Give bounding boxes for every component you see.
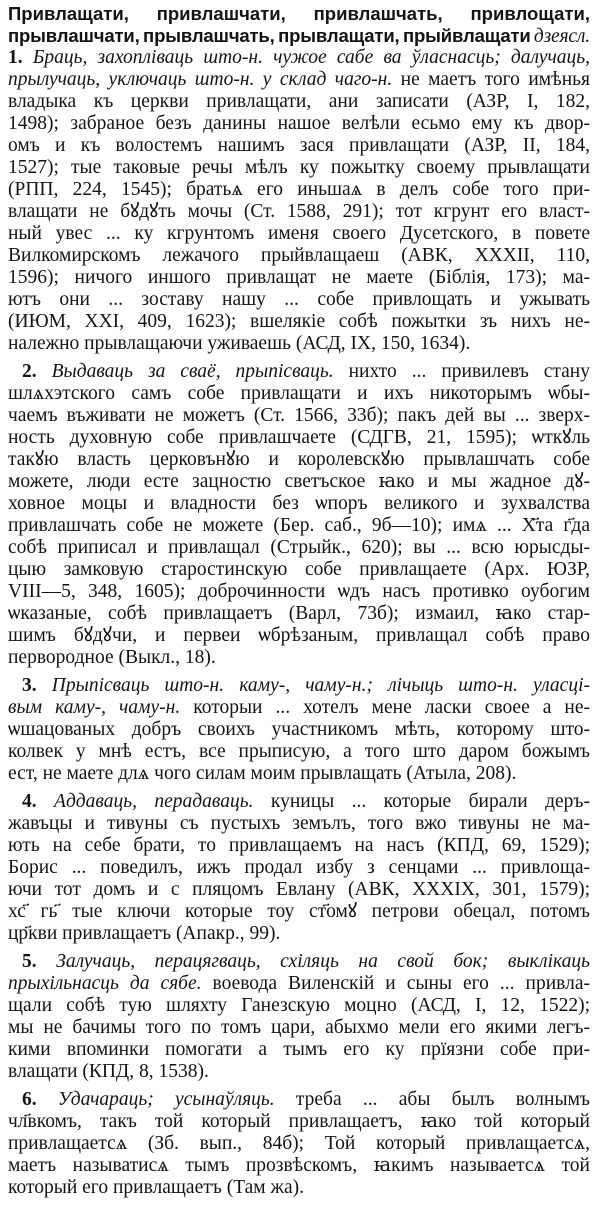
- entry-line-text: [8, 901, 590, 922]
- entry-line: [8, 901, 590, 923]
- entry-line: [8, 1061, 590, 1083]
- sense-paragraph: [8, 951, 590, 1083]
- entry-line: [8, 493, 590, 515]
- entry-line: [8, 995, 590, 1017]
- citation-text: Борис ... поведилъ, ижъ продал избу з сенцами ... привлоща-: [8, 857, 590, 878]
- entry-line: [8, 763, 590, 785]
- entry-line: [8, 47, 590, 69]
- entry-line: [8, 179, 590, 201]
- citation-text: омъ и къ волостемъ нашимъ зася привлащати (АЗР, II, 184,: [8, 135, 590, 156]
- entry-line-text: [8, 625, 590, 646]
- sense-paragraph: [8, 791, 590, 945]
- entry-line-text: [8, 1111, 590, 1132]
- entry-line: [8, 741, 590, 763]
- dictionary-entry: [8, 3, 590, 1199]
- entry-line-text: [8, 289, 590, 310]
- entry-line: [8, 675, 590, 697]
- entry-line: [8, 697, 590, 719]
- entry-line: [8, 1089, 590, 1111]
- citation-text: куницы ... которые бирали деръ-: [253, 791, 590, 812]
- entry-line: [8, 1177, 590, 1199]
- definition-text: Прыпісваць што-н. каму-, чаму-н.; лічыць што-н. уласці-: [36, 675, 590, 696]
- citation-text: маетъ называтисѧ тымъ прозвѣскомъ, ꙗкимъ называетсѧ той: [8, 1155, 590, 1176]
- citation-text: 1498); забраное безъ данины нашое велѣли есьмо ему къ двор-: [8, 113, 590, 134]
- definition-text: Удачараць; усынаўляць.: [36, 1089, 275, 1110]
- entry-line: [8, 515, 590, 537]
- entry-line: [8, 1039, 590, 1061]
- sense-number: 5.: [22, 951, 37, 972]
- definition-text: Браць, захопліваць што-н. чужое сабе ва ўласнасць; далучаць,: [22, 47, 590, 68]
- entry-line-text: [8, 91, 590, 112]
- entry-line-text: [22, 1089, 590, 1110]
- entry-line-text: [8, 493, 590, 514]
- entry-line: [8, 603, 590, 625]
- entry-line-text: [8, 719, 590, 740]
- entry-line-text: [22, 791, 590, 812]
- entry-line: [8, 1155, 590, 1177]
- entry-line: [8, 333, 590, 355]
- definition-text: вым каму-, чаму-н.: [8, 697, 181, 718]
- entry-line-text: [8, 1155, 590, 1176]
- sense-paragraph: [8, 361, 590, 669]
- sense-number: 3.: [22, 675, 37, 696]
- entry-line-text: [8, 427, 590, 448]
- citation-text: чл҃вкомъ, такъ той который привлащаетъ, ꙗко той который: [8, 1111, 590, 1132]
- definition-text: прылучаць, уключаць што-н. у склад чаго-н.: [8, 69, 393, 90]
- entry-head-paragraph: [8, 3, 590, 355]
- entry-line: [8, 25, 590, 47]
- entry-line-text: [8, 69, 590, 90]
- entry-line: [8, 835, 590, 857]
- citation-text: шлѧхэтского самъ собе привлащати и ихъ никоторымъ ѡбы-: [8, 383, 590, 404]
- citation-text: ховное моцы и владности без ѡпоръ великого и зухвалства: [8, 493, 590, 514]
- entry-line-text: [22, 675, 590, 696]
- citation-text: владыка къ церкви привлащати, ани записати (АЗР, I, 182,: [8, 91, 590, 112]
- entry-line: [8, 223, 590, 245]
- entry-line: [8, 267, 590, 289]
- entry-line-text: [8, 1039, 590, 1060]
- entry-line-text: [8, 559, 590, 580]
- entry-line-text: [8, 383, 590, 404]
- citation-text: кими впоминки помогати а тымъ его ку прїязни собе при-: [8, 1039, 590, 1060]
- entry-line-text: [8, 201, 590, 222]
- sense-number: 2.: [22, 361, 37, 382]
- entry-line-text: [8, 973, 590, 994]
- citation-text: 1527); тые таковые речы мѣлъ ку пожытку своему прывлащати: [8, 157, 590, 178]
- citation-text: (РПП, 224, 1545); братьѧ его иньшаѧ в делъ собе того при-: [8, 179, 590, 200]
- definition-text: прыхільнасць да сябе.: [8, 973, 202, 994]
- entry-line-text: [8, 47, 590, 68]
- entry-line-text: [8, 267, 590, 288]
- entry-line-text: [8, 923, 280, 944]
- citation-text: Вилкомирскомъ лежачого прыйвлащаеш (АВК, XXXII, 110,: [8, 245, 590, 266]
- entry-line: [8, 3, 590, 25]
- entry-line: [8, 559, 590, 581]
- entry-line-text: [8, 857, 590, 878]
- entry-line-text: [8, 113, 590, 134]
- entry-line: [8, 405, 590, 427]
- citation-text: такꙋю власть церковънꙋю и королевскꙋю прывлашчать собе: [8, 449, 590, 470]
- sense-paragraph: [8, 675, 590, 785]
- entry-line: [8, 245, 590, 267]
- entry-line: [8, 951, 590, 973]
- entry-line-text: [8, 763, 516, 784]
- sense-number: 4.: [22, 791, 37, 812]
- citation-text: треба ... абы былъ волнымъ: [274, 1089, 590, 1110]
- entry-line-text: [22, 361, 590, 382]
- citation-text: (ИЮМ, XXI, 409, 1623); вшелякіе собѣ пожытки зъ нихъ не-: [8, 311, 590, 332]
- citation-text: можете, люди есте зацностю светъское ꙗко и мы жадное дꙋ-: [8, 471, 590, 492]
- entry-line-text: [8, 1017, 590, 1038]
- entry-line: [8, 1111, 590, 1133]
- citation-text: привлащаетсѧ (Зб. вып., 84б); Той который привлащаетсѧ,: [8, 1133, 590, 1154]
- sense-number: 1.: [8, 47, 23, 68]
- citation-text: щали собѣ тую шляхту Ганезскую моцно (АСД, I, 12, 1522);: [8, 995, 590, 1016]
- entry-line-text: [8, 537, 590, 558]
- citation-text: ѡказаные, собѣ привлащаетъ (Варл, 73б); измаил, ꙗко стар-: [8, 603, 590, 624]
- entry-line: [8, 69, 590, 91]
- entry-line-text: [8, 515, 590, 536]
- citation-text: первородное (Выкл., 18).: [8, 647, 216, 668]
- definition-text: Выдаваць за сваё, прыпісваць.: [36, 361, 334, 382]
- entry-line-text: [8, 813, 590, 834]
- entry-line-text: [8, 603, 590, 624]
- entry-line-text: [8, 405, 590, 426]
- citation-text: нихто ... привилевъ стану: [333, 361, 590, 382]
- entry-line: [8, 383, 590, 405]
- entry-line: [8, 857, 590, 879]
- citation-text: жавъцы и тивуны съ пустыхъ земълъ, того вжо тивуны не ма-: [8, 813, 590, 834]
- citation-text: собѣ приписал и привлащал (Стрыйк., 620); вы ... всю юрысды-: [8, 537, 590, 558]
- citation-text: ють на себе брати, то привлащаемъ на насъ (КПД, 69, 1529);: [8, 835, 590, 856]
- entry-line-text: [8, 311, 590, 332]
- entry-line: [8, 1017, 590, 1039]
- entry-line: [8, 537, 590, 559]
- entry-line-text: [8, 223, 590, 244]
- entry-line-text: [22, 951, 590, 972]
- citation-text: которыи ... хотелъ мене ласки своее а не-: [180, 697, 590, 718]
- entry-line-text: [8, 4, 590, 25]
- citation-text: ютъ они ... зоставу нашу ... собе привлощать и ужывать: [8, 289, 590, 310]
- citation-text: привлашчать собе не можете (Бер. саб., 9б—10); имѧ ... Х҃та г҃да: [8, 515, 590, 536]
- entry-line: [8, 581, 590, 603]
- entry-line: [8, 361, 590, 383]
- citation-text: чаемъ въживати не можетъ (Ст. 1566, 33б); пакъ дей вы ... зверх-: [8, 405, 590, 426]
- entry-line: [8, 157, 590, 179]
- entry-line: [8, 973, 590, 995]
- entry-line: [8, 201, 590, 223]
- entry-line: [8, 625, 590, 647]
- entry-line-text: [8, 1133, 590, 1154]
- entry-line: [8, 113, 590, 135]
- entry-line-text: [8, 995, 590, 1016]
- citation-text: шимъ бꙋдꙋчи, и первеи ѡбрѣзаным, привлащал собѣ право: [8, 625, 590, 646]
- entry-line: [8, 471, 590, 493]
- citation-text: належно прывлащаючи уживаешь (АСД, IX, 150, 1634).: [8, 333, 471, 354]
- citation-text: влащати (КПД, 8, 1538).: [8, 1061, 209, 1082]
- citation-text: колвек у мнѣ естъ, все прыписую, а того што даром божымъ: [8, 741, 590, 762]
- sense-paragraph: [8, 1089, 590, 1199]
- entry-line-text: [8, 697, 590, 718]
- citation-text: воевода Виленскій и сыны его ... привла-: [201, 973, 590, 994]
- citation-text: ючи тот домъ и с пляцомъ Евлану (АВК, XXXIX, 301, 1579);: [8, 879, 590, 900]
- definition-text: Аддаваць, перадаваць.: [36, 791, 254, 812]
- citation-text: цр҃кви привлащаетъ (Апакр., 99).: [8, 923, 281, 944]
- citation-text: хс҃ гь҃ тые ключи которые тоу ст҃омꙋ петрови обецал, потомъ: [8, 901, 590, 922]
- entry-line: [8, 91, 590, 113]
- citation-text: мы не бачимы того по томъ цари, абыхмо мели его якими легъ-: [8, 1017, 590, 1038]
- headword-text: прывлашчати, прывлашчать, прывлащати, прыйвлащати: [8, 25, 531, 46]
- entry-line-text: [8, 647, 216, 668]
- headword-text: Привлащати, привлашчати, привлашчать, привлощати,: [8, 3, 590, 24]
- entry-line-text: [8, 449, 590, 470]
- entry-line: [8, 1133, 590, 1155]
- entry-line-text: [8, 835, 590, 856]
- entry-line-text: [8, 26, 590, 47]
- entry-line: [8, 647, 590, 669]
- citation-text: ест, не маете длѧ чого силам моим прывлащать (Атыла, 208).: [8, 763, 517, 784]
- entry-line-text: [8, 333, 470, 354]
- entry-line: [8, 449, 590, 471]
- definition-text: Залучаць, перацягваць, схіляць на свой бок; выклікаць: [36, 951, 590, 972]
- citation-text: ность духовную собе привлашчаете (СДГВ, 21, 1595); ѡткꙋль: [8, 427, 590, 448]
- entry-line-text: [8, 157, 590, 178]
- entry-line-text: [8, 1177, 304, 1198]
- citation-text: VIII—5, 348, 1605); доброчинности ѡдъ насъ противко оубогим: [8, 581, 590, 602]
- entry-line-text: [8, 741, 590, 762]
- entry-line-text: [8, 135, 590, 156]
- citation-text: ѡшацованых добръ своихъ участникомъ мѣть, которому што-: [8, 719, 590, 740]
- citation-text: влащати не бꙋдꙋть мочы (Ст. 1588, 291); тот кгрунт его власт-: [8, 201, 590, 222]
- sense-number: 6.: [22, 1089, 37, 1110]
- entry-line-text: [8, 1061, 209, 1082]
- entry-line-text: [8, 179, 590, 200]
- entry-line: [8, 135, 590, 157]
- citation-text: 1596); ничого иншого привлащат не маете (Біблія, 173); ма-: [8, 267, 590, 288]
- entry-line: [8, 427, 590, 449]
- citation-text: цыю замковую старостинскую собе привлащаете (Арх. ЮЗР,: [8, 559, 590, 580]
- entry-line: [8, 879, 590, 901]
- entry-line: [8, 719, 590, 741]
- entry-line: [8, 791, 590, 813]
- entry-line-text: [8, 879, 590, 900]
- entry-line-text: [8, 581, 590, 602]
- entry-line: [8, 923, 590, 945]
- entry-line: [8, 311, 590, 333]
- entry-line: [8, 813, 590, 835]
- entry-line-text: [8, 245, 590, 266]
- entry-line-text: [8, 471, 590, 492]
- part-of-speech-label: дзеясл.: [530, 26, 590, 47]
- entry-line: [8, 289, 590, 311]
- citation-text: не маетъ того имѣнья: [392, 69, 590, 90]
- citation-text: который его привлащаетъ (Там жа).: [8, 1177, 304, 1198]
- citation-text: ный увес ... ку кгрунтомъ именя своего Дусетского, в повете: [8, 223, 590, 244]
